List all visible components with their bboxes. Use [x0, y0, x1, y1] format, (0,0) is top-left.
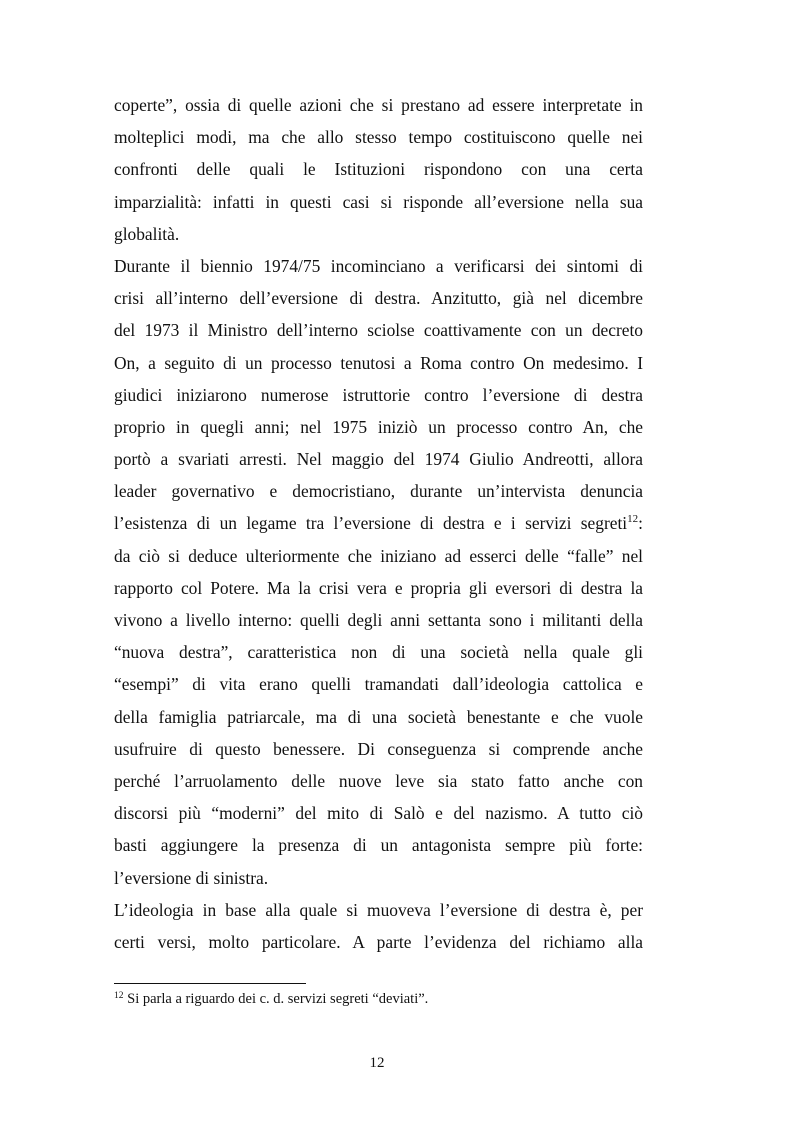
text-line: molteplici modi, ma che allo stesso tempo costituiscono quelle nei	[114, 127, 643, 148]
text-line: confronti delle quali le Istituzioni rispondono con una certa	[114, 159, 643, 180]
text-line: imparzialità: infatti in questi casi si risponde all’eversione nella sua	[114, 191, 643, 212]
text-line: giudici iniziarono numerose istruttorie contro l’eversione di destra	[114, 384, 643, 405]
text-line: vivono a livello interno: quelli degli anni settanta sono i militanti della	[114, 610, 643, 630]
text-line: usufruire di questo benessere. Di conseguenza si comprende anche	[114, 738, 643, 759]
text-line-with-footnote-ref	[114, 507, 643, 539]
text-line: certi versi, molto particolare. A parte l’evidenza del richiamo alla	[114, 931, 643, 952]
text-line-punctuation: :	[638, 513, 643, 534]
text-line: leader governativo e democristiano, durante un’intervista denuncia	[114, 481, 643, 502]
footnote-marker: 12	[114, 991, 124, 1001]
text-line: portò a svariati arresti. Nel maggio del 1974 Giulio Andreotti, allora	[114, 449, 643, 470]
body-text	[114, 89, 643, 958]
text-line: perché l’arruolamento delle nuove leve sia stato fatto anche con	[114, 770, 643, 791]
text-line: coperte”, ossia di quelle azioni che si prestano ad essere interpretate in	[114, 95, 643, 115]
text-line: crisi all’interno dell’eversione di destra. Anzitutto, già nel dicembre	[114, 288, 643, 309]
text-line: globalità.	[114, 223, 180, 244]
footnote-separator	[114, 983, 306, 984]
text-line: “nuova destra”, caratteristica non di una società nella quale gli	[114, 642, 643, 663]
text-line: l’eversione di sinistra.	[114, 867, 269, 888]
footnote-text: Si parla a riguardo dei c. d. servizi segreti “deviati”.	[123, 991, 429, 1007]
text-line-content: l’esistenza di un legame tra l’eversione di destra e i servizi segreti	[114, 513, 628, 534]
text-line: da ciò si deduce ulteriormente che iniziano ad esserci delle “falle” nel	[114, 545, 643, 566]
text-line: rapporto col Potere. Ma la crisi vera e propria gli eversori di destra la	[114, 577, 643, 598]
text-line: proprio in quegli anni; nel 1975 iniziò un processo contro An, che	[114, 416, 643, 437]
text-line: della famiglia patriarcale, ma di una società benestante e che vuole	[114, 706, 643, 727]
text-line: discorsi più “moderni” del mito di Salò e del nazismo. A tutto ciò	[114, 803, 643, 824]
footnote-reference[interactable]: 12	[627, 513, 639, 526]
text-line: L’ideologia in base alla quale si muoveva l’eversione di destra è, per	[114, 899, 643, 920]
text-line: basti aggiungere la presenza di un antagonista sempre più forte:	[114, 835, 643, 856]
text-line: On, a seguito di un processo tenutosi a Roma contro On medesimo. I	[114, 352, 643, 373]
text-line: “esempi” di vita erano quelli tramandati dall’ideologia cattolica e	[114, 674, 643, 695]
footnote	[114, 989, 643, 1009]
page-number: 12	[369, 1055, 385, 1071]
text-line: del 1973 il Ministro dell’interno sciolse coattivamente con un decreto	[114, 320, 643, 341]
text-line: Durante il biennio 1974/75 incominciano a verificarsi dei sintomi di	[114, 255, 643, 276]
